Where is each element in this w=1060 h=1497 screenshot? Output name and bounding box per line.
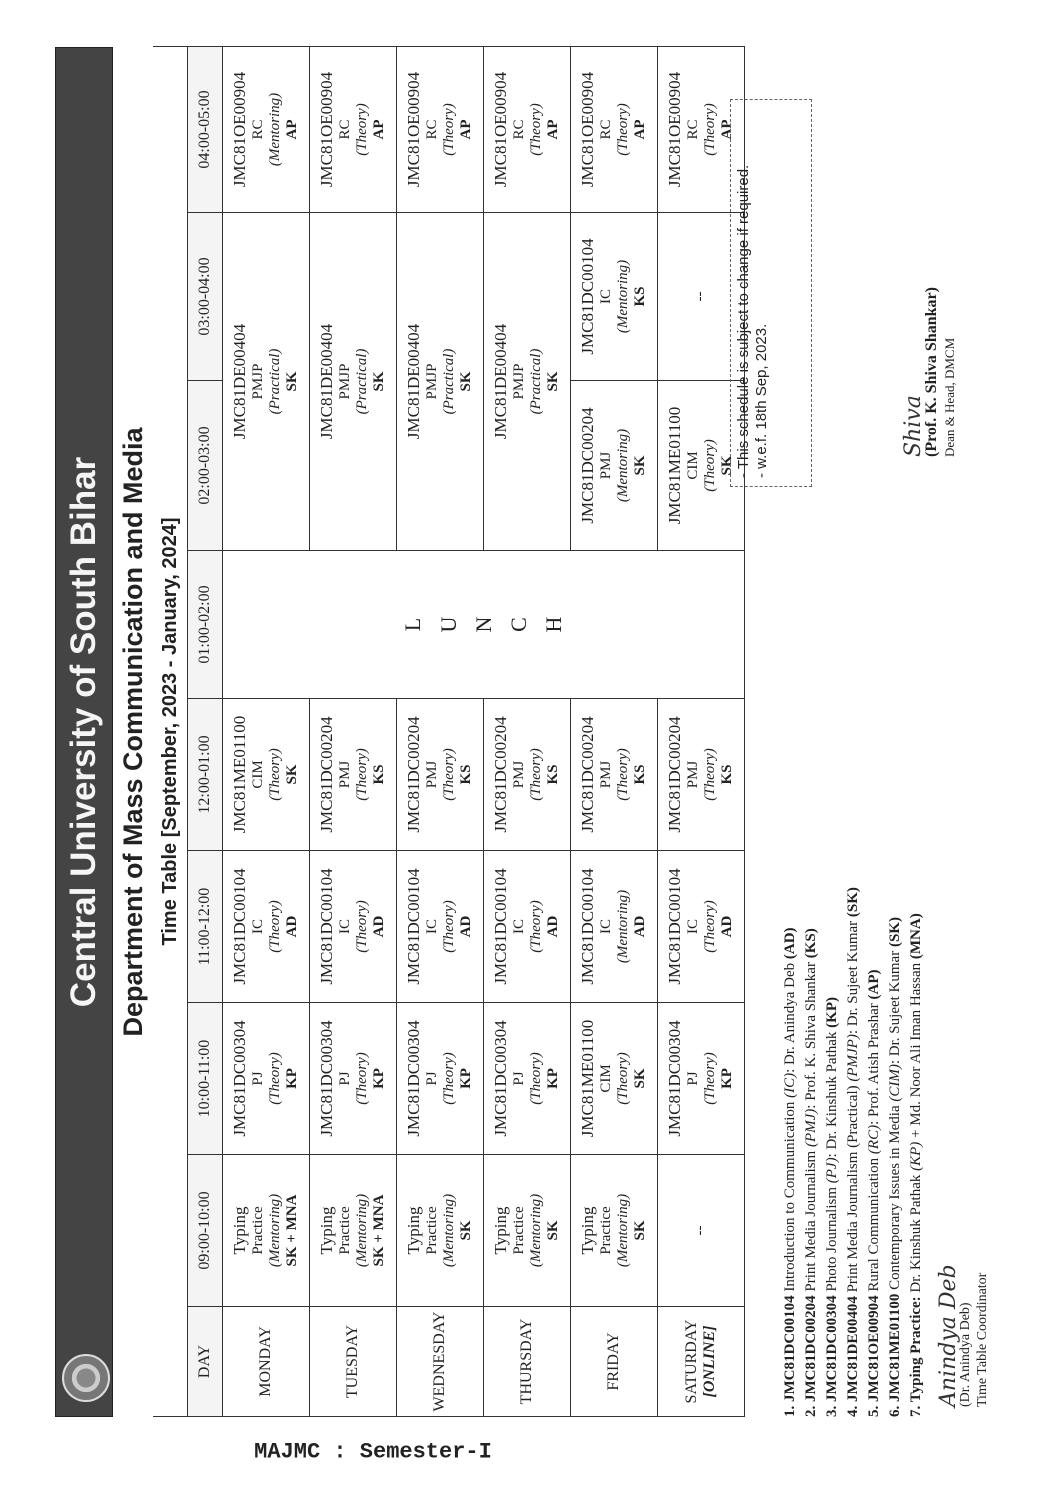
slot-cell-merged xyxy=(484,213,571,551)
course-abbr: RC xyxy=(249,119,266,140)
course-abbr: PMJ xyxy=(336,760,353,789)
course-code: JMC81ME01100 xyxy=(230,715,250,834)
legend-item xyxy=(822,557,843,1417)
legend-text: Rural Communication xyxy=(866,1154,882,1296)
slot-header: 02:00-03:00 xyxy=(188,381,223,551)
slot-cell xyxy=(484,1155,571,1307)
course-abbr: IC xyxy=(510,919,527,934)
legend-initials: (KS) xyxy=(803,928,819,959)
faculty: SK xyxy=(458,371,475,392)
coordinator-signature: Anindya Deb xyxy=(936,1264,961,1407)
course-code: JMC81DC00204 xyxy=(491,716,511,833)
slot-cell: -- xyxy=(658,1155,745,1307)
faculty: SK xyxy=(632,1220,649,1241)
course-abbr: IC xyxy=(423,919,440,934)
course-abbr: PJ xyxy=(336,1071,353,1086)
slot-cell xyxy=(310,699,397,851)
session-mode: (Mentoring) xyxy=(615,259,632,334)
session-mode: (Theory) xyxy=(528,103,545,156)
faculty: SK + MNA xyxy=(284,1194,301,1267)
dean-signature-block xyxy=(901,287,959,457)
session-mode: (Theory) xyxy=(702,103,719,156)
session-mode: (Theory) xyxy=(702,748,719,801)
legend-faculty: : Dr. Kinshuk Pathak xyxy=(824,1027,840,1158)
slot-cell xyxy=(484,699,571,851)
day-cell xyxy=(571,1307,658,1417)
legend-initials: (MNA) xyxy=(908,913,924,960)
faculty: SK xyxy=(284,371,301,392)
lunch-letter: C xyxy=(506,617,532,632)
timetable-body xyxy=(223,46,745,1416)
lunch-letter: N xyxy=(470,616,496,633)
course-code: JMC81ME01100 xyxy=(578,1019,598,1138)
course-code: JMC81DE00404 xyxy=(491,323,511,440)
slot-cell xyxy=(397,851,484,1003)
day-cell xyxy=(223,1307,310,1417)
header-row xyxy=(188,46,223,1416)
session-mode: (Theory) xyxy=(354,748,371,801)
slot-cell xyxy=(484,1003,571,1155)
legend-item xyxy=(801,557,822,1417)
slot-cell xyxy=(310,1155,397,1307)
session-mode: (Theory) xyxy=(615,1052,632,1105)
table-row xyxy=(397,46,484,1416)
course-code: JMC81OE00904 xyxy=(404,71,424,188)
day-note: [ONLINE] xyxy=(701,1325,718,1398)
course-code: JMC81DC00104 xyxy=(491,868,511,985)
semester-text: MAJMC : Semester-I xyxy=(254,1439,492,1465)
session-mode: (Theory) xyxy=(354,103,371,156)
course-abbr: PJ xyxy=(510,1071,527,1086)
day-name: TUESDAY xyxy=(343,1324,361,1399)
slot-cell xyxy=(223,699,310,851)
legend-code: 7. Typing Practice: xyxy=(908,1296,924,1417)
faculty: AD xyxy=(632,915,649,938)
slot-cell: -- xyxy=(658,213,745,381)
course-code: JMC81DC00304 xyxy=(230,1020,250,1137)
day-name: SATURDAY xyxy=(682,1319,700,1404)
faculty: KP xyxy=(545,1068,562,1089)
slot-header: 04:00-05:00 xyxy=(188,46,223,212)
legend-text: Introduction to Communication xyxy=(782,1097,798,1296)
faculty: SK xyxy=(545,1220,562,1241)
session-mode: (Theory) xyxy=(441,103,458,156)
faculty: KS xyxy=(719,764,736,785)
note-line-1: - This schedule is subject to change if required. xyxy=(735,164,752,478)
legend-code: 1. JMC81DC00104 xyxy=(782,1295,798,1417)
session-mode: (Theory) xyxy=(354,1052,371,1105)
session-mode: (Practical) xyxy=(528,348,545,415)
course-code: JMC81DE00404 xyxy=(317,323,337,440)
lunch-letter: H xyxy=(541,616,567,633)
course-abbr: RC xyxy=(336,119,353,140)
legend-initials: (AP) xyxy=(866,969,882,1000)
course-code: JMC81DE00404 xyxy=(404,323,424,440)
course-code: Typing xyxy=(491,1206,511,1255)
course-abbr: PJ xyxy=(423,1071,440,1086)
course-code: JMC81DC00204 xyxy=(578,407,598,524)
legend-code: 2. JMC81DC00204 xyxy=(803,1295,819,1417)
day-cell xyxy=(658,1307,745,1417)
session-mode: (Mentoring) xyxy=(354,1193,371,1268)
slot-header: 03:00-04:00 xyxy=(188,213,223,381)
legend-abbr: (KP) xyxy=(908,1141,924,1171)
faculty: AD xyxy=(545,915,562,938)
legend-text: Contemporary Issues in Media xyxy=(887,1101,903,1294)
lunch-letter: L xyxy=(400,617,426,632)
course-code: JMC81DC00304 xyxy=(665,1020,685,1137)
session-mode: (Theory) xyxy=(267,748,284,801)
slot-cell xyxy=(658,851,745,1003)
course-code: JMC81DE00404 xyxy=(230,323,250,440)
legend-initials: (SK) xyxy=(887,917,903,948)
dean-signature: Shiva xyxy=(901,395,926,457)
legend-text: Photo Journalism xyxy=(824,1183,840,1296)
legend-faculty: + Md. Noor Ali Iman Hassan xyxy=(908,959,924,1142)
slot-cell xyxy=(571,213,658,381)
timetable-title: Time Table [September, 2023 - January, 2024] xyxy=(153,46,188,1416)
slot-cell xyxy=(223,1003,310,1155)
legend-faculty: : Prof. Atish Prashar xyxy=(866,999,882,1125)
slot-cell-merged xyxy=(397,213,484,551)
course-abbr: PMJ xyxy=(597,451,614,480)
slot-cell xyxy=(658,1003,745,1155)
course-abbr: CIM xyxy=(684,451,701,480)
course-code: JMC81OE00904 xyxy=(665,71,685,188)
course-code: JMC81DC00304 xyxy=(491,1020,511,1137)
session-mode: (Theory) xyxy=(441,1052,458,1105)
course-abbr: PMJ xyxy=(597,760,614,789)
faculty: KP xyxy=(371,1068,388,1089)
slot-header: 12:00-01:00 xyxy=(188,699,223,851)
faculty: KS xyxy=(632,764,649,785)
schedule-note xyxy=(730,99,812,487)
legend-abbr: (PMJ) xyxy=(803,1108,819,1148)
session-mode: (Mentoring) xyxy=(267,92,284,167)
course-abbr: RC xyxy=(510,119,527,140)
session-mode: (Theory) xyxy=(267,1052,284,1105)
course-abbr: IC xyxy=(684,919,701,934)
coordinator-title: Time Table Coordinator xyxy=(975,1272,990,1407)
faculty: KP xyxy=(458,1068,475,1089)
slot-cell xyxy=(571,1003,658,1155)
slot-cell xyxy=(397,1155,484,1307)
session-mode: (Mentoring) xyxy=(615,428,632,503)
table-row xyxy=(571,46,658,1416)
course-code: JMC81OE00904 xyxy=(230,71,250,188)
session-mode: (Mentoring) xyxy=(267,1193,284,1268)
slot-cell xyxy=(571,1155,658,1307)
dean-title: Dean & Head, DMCM xyxy=(942,337,957,457)
faculty: KP xyxy=(284,1068,301,1089)
course-abbr: RC xyxy=(597,119,614,140)
course-abbr: PMJP xyxy=(249,363,266,400)
course-code: JMC81DC00304 xyxy=(317,1020,337,1137)
slot-cell xyxy=(571,851,658,1003)
university-logo-icon xyxy=(62,1354,110,1402)
session-mode: (Theory) xyxy=(354,900,371,953)
coordinator-signature-block xyxy=(936,1264,991,1407)
legend-code: 3. JMC81DC00304 xyxy=(824,1295,840,1417)
faculty: KS xyxy=(371,764,388,785)
legend-faculty: : Dr. Sujeet Kumar xyxy=(845,917,861,1035)
course-legend xyxy=(780,557,927,1417)
slot-cell xyxy=(223,851,310,1003)
course-abbr: PMJP xyxy=(423,363,440,400)
faculty: SK + MNA xyxy=(371,1194,388,1267)
legend-abbr: (CIM) xyxy=(887,1064,903,1102)
timetable-block xyxy=(55,47,745,1465)
legend-item xyxy=(864,557,885,1417)
course-abbr: PMJ xyxy=(510,760,527,789)
day-name: THURSDAY xyxy=(517,1318,535,1405)
legend-abbr: (RC) xyxy=(866,1124,882,1155)
faculty: AP xyxy=(458,119,475,140)
legend-item xyxy=(885,557,906,1417)
slot-cell xyxy=(658,699,745,851)
faculty: KP xyxy=(719,1068,736,1089)
course-code: JMC81DC00104 xyxy=(578,238,598,355)
session-mode: (Theory) xyxy=(702,439,719,492)
legend-faculty: : Dr. Sujeet Kumar xyxy=(887,947,903,1065)
slot-cell xyxy=(397,699,484,851)
day-name: FRIDAY xyxy=(604,1332,622,1391)
faculty: AD xyxy=(719,915,736,938)
course-code: Typing xyxy=(230,1206,250,1255)
slot-cell xyxy=(484,851,571,1003)
legend-initials: (AD) xyxy=(782,927,798,960)
legend-faculty: : Prof. K. Shiva Shankar xyxy=(803,958,819,1109)
faculty: SK xyxy=(719,455,736,476)
slot-cell-merged xyxy=(223,213,310,551)
session-mode: (Theory) xyxy=(267,900,284,953)
slot-cell xyxy=(397,46,484,212)
session-mode: (Theory) xyxy=(441,900,458,953)
day-name: MONDAY xyxy=(256,1326,274,1397)
legend-text: Dr. Kinshuk Pathak xyxy=(908,1170,924,1297)
day-name: WEDNESDAY xyxy=(430,1311,448,1412)
department-title: Department of Mass Communication and Media xyxy=(118,427,148,1037)
session-mode: (Theory) xyxy=(528,748,545,801)
course-abbr: IC xyxy=(249,919,266,934)
semester-label xyxy=(153,1417,593,1487)
session-mode: (Mentoring) xyxy=(441,1193,458,1268)
legend-text: Print Media Journalism xyxy=(803,1147,819,1296)
faculty: SK xyxy=(632,455,649,476)
course-abbr: Practice xyxy=(249,1206,266,1255)
faculty: SK xyxy=(545,371,562,392)
faculty: AD xyxy=(284,915,301,938)
course-abbr: PMJ xyxy=(423,760,440,789)
day-cell xyxy=(310,1307,397,1417)
course-abbr: Practice xyxy=(423,1206,440,1255)
slot-cell xyxy=(571,381,658,551)
legend-faculty: : Dr. Anindya Deb xyxy=(782,959,798,1073)
course-code: JMC81DC00104 xyxy=(404,868,424,985)
course-abbr: PJ xyxy=(249,1071,266,1086)
course-abbr: Practice xyxy=(336,1206,353,1255)
table-row xyxy=(223,46,310,1416)
legend-abbr: (IC) xyxy=(782,1072,798,1098)
course-code: JMC81DC00204 xyxy=(578,716,598,833)
course-code: Typing xyxy=(317,1206,337,1255)
table-row xyxy=(310,46,397,1416)
session-mode: (Theory) xyxy=(615,748,632,801)
slot-header: 01:00-02:00 xyxy=(188,551,223,699)
session-mode: (Practical) xyxy=(267,348,284,415)
slot-cell xyxy=(397,1003,484,1155)
legend-code: 5. JMC81OE00904 xyxy=(866,1295,882,1417)
course-code: JMC81DC00104 xyxy=(665,868,685,985)
legend-abbr: (PMJP) xyxy=(845,1034,861,1082)
slot-cell xyxy=(223,46,310,212)
slot-cell xyxy=(484,46,571,212)
slot-cell xyxy=(223,1155,310,1307)
lunch-break-cell xyxy=(223,551,745,699)
course-code: JMC81DC00104 xyxy=(578,868,598,985)
faculty: AP xyxy=(719,119,736,140)
faculty: SK xyxy=(371,371,388,392)
course-code: JMC81DC00104 xyxy=(230,868,250,985)
legend-initials: (SK) xyxy=(845,887,861,918)
session-mode: (Theory) xyxy=(528,900,545,953)
lunch-letter: U xyxy=(435,616,461,633)
timetable xyxy=(153,46,745,1417)
session-mode: (Practical) xyxy=(441,348,458,415)
session-mode: (Mentoring) xyxy=(528,1193,545,1268)
legend-code: 6. JMC81ME01100 xyxy=(887,1293,903,1417)
session-mode: (Practical) xyxy=(354,348,371,415)
legend-item xyxy=(843,557,864,1417)
course-abbr: IC xyxy=(336,919,353,934)
slot-cell xyxy=(310,1003,397,1155)
session-mode: (Theory) xyxy=(702,1052,719,1105)
course-abbr: Practice xyxy=(597,1206,614,1255)
legend-code: 4. JMC81DE00404 xyxy=(845,1296,861,1417)
course-code: JMC81OE00904 xyxy=(491,71,511,188)
university-name: Central University of South Bihar xyxy=(64,456,103,1008)
course-abbr: PMJP xyxy=(336,363,353,400)
slot-cell-merged xyxy=(310,213,397,551)
course-code: JMC81DC00204 xyxy=(317,716,337,833)
course-code: JMC81DC00204 xyxy=(665,716,685,833)
legend-item xyxy=(906,557,927,1417)
dean-name: (Prof. K. Shiva Shankar) xyxy=(923,287,940,457)
course-abbr: PMJ xyxy=(684,760,701,789)
faculty: AP xyxy=(632,119,649,140)
faculty: AP xyxy=(371,119,388,140)
course-code: JMC81DC00304 xyxy=(404,1020,424,1137)
course-code: Typing xyxy=(404,1206,424,1255)
course-abbr: RC xyxy=(423,119,440,140)
legend-initials: (KP) xyxy=(824,997,840,1028)
session-mode: (Mentoring) xyxy=(615,889,632,964)
session-mode: (Mentoring) xyxy=(615,1193,632,1268)
session-mode: (Theory) xyxy=(615,103,632,156)
slot-cell xyxy=(571,46,658,212)
course-abbr: PMJP xyxy=(510,363,527,400)
day-cell xyxy=(484,1307,571,1417)
faculty: KS xyxy=(545,764,562,785)
table-row xyxy=(484,46,571,1416)
course-code: JMC81DC00204 xyxy=(404,716,424,833)
faculty: AP xyxy=(284,119,301,140)
session-mode: (Theory) xyxy=(441,748,458,801)
course-code: JMC81OE00904 xyxy=(317,71,337,188)
course-abbr: IC xyxy=(597,919,614,934)
faculty: SK xyxy=(284,764,301,785)
course-code: JMC81OE00904 xyxy=(578,71,598,188)
faculty: SK xyxy=(458,1220,475,1241)
coordinator-name: (Dr. Anindya Deb) xyxy=(958,1302,973,1407)
note-line-2: - w.e.f. 18th Sep, 2023. xyxy=(753,323,770,478)
faculty: KS xyxy=(458,764,475,785)
faculty: SK xyxy=(632,1068,649,1089)
faculty: KS xyxy=(632,286,649,307)
course-code: JMC81ME01100 xyxy=(665,406,685,525)
slot-cell xyxy=(310,46,397,212)
course-code: JMC81DC00104 xyxy=(317,868,337,985)
course-abbr: CIM xyxy=(597,1064,614,1093)
course-abbr: Practice xyxy=(510,1206,527,1255)
day-header: DAY xyxy=(188,1307,223,1417)
slot-cell xyxy=(310,851,397,1003)
day-cell xyxy=(397,1307,484,1417)
session-mode: (Theory) xyxy=(528,1052,545,1105)
slot-header: 09:00-10:00 xyxy=(188,1155,223,1307)
legend-text: Print Media Journalism (Practical) xyxy=(845,1081,861,1297)
course-abbr: RC xyxy=(684,119,701,140)
course-code: Typing xyxy=(578,1206,598,1255)
faculty: AP xyxy=(545,119,562,140)
course-abbr: IC xyxy=(597,289,614,304)
legend-item xyxy=(780,557,801,1417)
course-abbr: CIM xyxy=(249,760,266,789)
faculty: AD xyxy=(371,915,388,938)
legend-abbr: (PJ) xyxy=(824,1157,840,1184)
course-abbr: PJ xyxy=(684,1071,701,1086)
faculty: AD xyxy=(458,915,475,938)
session-mode: (Theory) xyxy=(702,900,719,953)
slot-header: 11:00-12:00 xyxy=(188,851,223,1003)
slot-header: 10:00-11:00 xyxy=(188,1003,223,1155)
university-banner xyxy=(55,47,113,1417)
slot-cell xyxy=(571,699,658,851)
